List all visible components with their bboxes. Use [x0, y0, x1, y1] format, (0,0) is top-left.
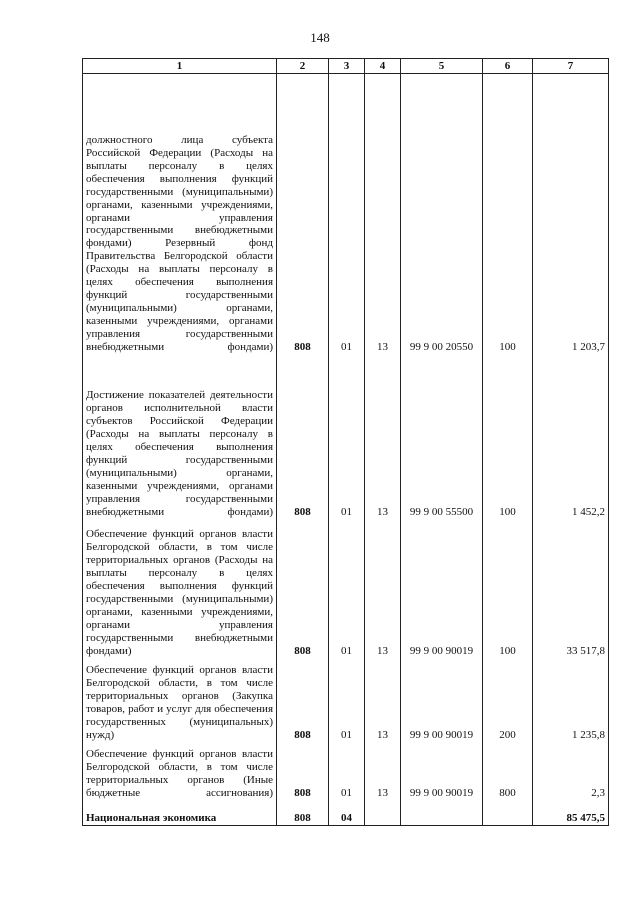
row-vr: 800 [483, 742, 533, 800]
col-header-7: 7 [533, 59, 609, 74]
row-vr: 200 [483, 658, 533, 742]
row-rz: 01 [329, 658, 365, 742]
row-ved: 808 [277, 658, 329, 742]
row-sum: 1 235,8 [533, 658, 609, 742]
budget-table [82, 58, 609, 826]
col-header-4: 4 [365, 59, 401, 74]
row-csr: 99 9 00 90019 [401, 742, 483, 800]
row-description: должностного лица субъекта Российской Федерации (Расходы на выплаты персоналу в целях обеспечения выполнения функций государственными (муниципальными) органами, казенными учреждениями, органами управления государственными внебюджетными фондами) Резервный фонд Правительства Белгородской области (Расходы на выплаты персоналу в целях обеспечения выполнения функций государственными (муниципальными) органами, казенными учреждениями, органами управления государственными внебюджетными фондами) [83, 74, 277, 354]
col-header-1: 1 [83, 59, 277, 74]
table-row-section-total [83, 800, 609, 826]
row-pr: 13 [365, 354, 401, 519]
row-csr [401, 800, 483, 826]
row-csr: 99 9 00 20550 [401, 74, 483, 354]
row-sum: 1 452,2 [533, 354, 609, 519]
table-row [83, 658, 609, 742]
col-header-5: 5 [401, 59, 483, 74]
col-header-3: 3 [329, 59, 365, 74]
row-ved: 808 [277, 74, 329, 354]
row-sum: 85 475,5 [533, 800, 609, 826]
row-description: Обеспечение функций органов власти Белгородской области, в том числе территориальных органов (Закупка товаров, работ и услуг для обеспечения государственных (муниципальных) нужд) [83, 658, 277, 742]
row-description: Национальная экономика [83, 800, 277, 826]
row-ved: 808 [277, 800, 329, 826]
row-vr: 100 [483, 74, 533, 354]
table-row [83, 354, 609, 519]
row-ved: 808 [277, 519, 329, 658]
row-sum: 33 517,8 [533, 519, 609, 658]
row-sum: 2,3 [533, 742, 609, 800]
header-row [83, 59, 609, 74]
table-row [83, 742, 609, 800]
row-description: Обеспечение функций органов власти Белгородской области, в том числе территориальных органов (Иные бюджетные ассигнования) [83, 742, 277, 800]
row-rz: 01 [329, 519, 365, 658]
row-pr [365, 800, 401, 826]
row-ved: 808 [277, 742, 329, 800]
row-csr: 99 9 00 55500 [401, 354, 483, 519]
page-number: 148 [310, 30, 330, 45]
table-row [83, 74, 609, 354]
row-pr: 13 [365, 742, 401, 800]
row-description: Обеспечение функций органов власти Белгородской области, в том числе территориальных органов (Расходы на выплаты персоналу в целях обеспечения выполнения функций государственными (муниципальными) органами, казенными учреждениями, органами управления государственными внебюджетными фондами) [83, 519, 277, 658]
col-header-6: 6 [483, 59, 533, 74]
row-rz: 01 [329, 742, 365, 800]
row-sum: 1 203,7 [533, 74, 609, 354]
col-header-2: 2 [277, 59, 329, 74]
row-pr: 13 [365, 519, 401, 658]
row-description: Достижение показателей деятельности органов исполнительной власти субъектов Российской Федерации (Расходы на выплаты персоналу в целях обеспечения выполнения функций государственными (муниципальными) органами, казенными учреждениями, органами управления государственными внебюджетными фондами) [83, 354, 277, 519]
row-vr: 100 [483, 354, 533, 519]
row-ved: 808 [277, 354, 329, 519]
row-rz: 04 [329, 800, 365, 826]
table-row [83, 519, 609, 658]
row-vr: 100 [483, 519, 533, 658]
row-csr: 99 9 00 90019 [401, 658, 483, 742]
row-rz: 01 [329, 74, 365, 354]
row-vr [483, 800, 533, 826]
row-csr: 99 9 00 90019 [401, 519, 483, 658]
row-rz: 01 [329, 354, 365, 519]
row-pr: 13 [365, 74, 401, 354]
row-pr: 13 [365, 658, 401, 742]
